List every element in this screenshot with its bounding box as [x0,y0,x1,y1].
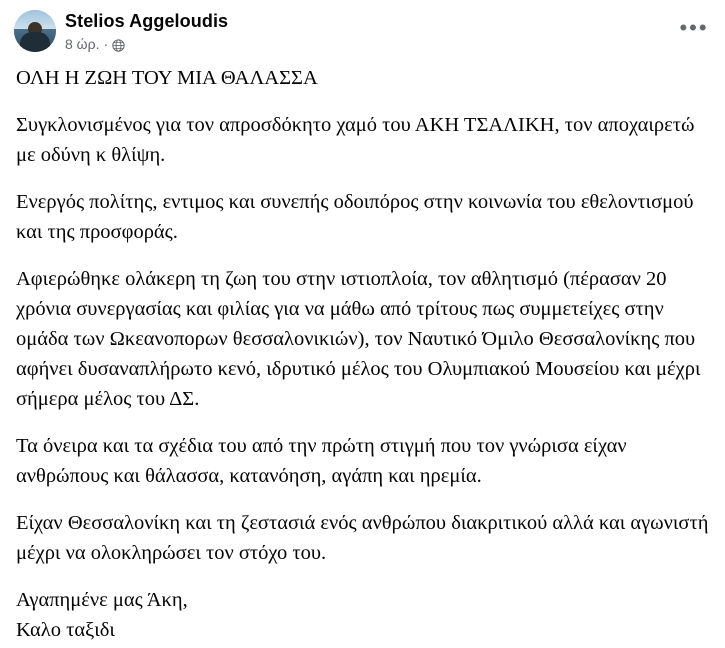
post-body [14,63,711,645]
post-meta-separator: · [103,36,109,52]
post-header-text [65,10,228,53]
post-paragraph-6: Αγαπημένε μας Άκη, [16,589,188,611]
post-paragraph-3: Αφιερώθηκε ολάκερη τη ζωη του στην ιστιοπλοία, τον αθλητισμό (πέρασαν 20 χρόνια συνεργασίας και φιλίας για να μάθω από τρίτους πως συμμετείχες στην ομάδα των Ωκεανοπορων θεσσαλονικιών), τον Ναυτικό Όμιλο Θεσσαλονίκης που αφήνει δυσαναπλήρωτο κενό, ιδρυτικό μέλος του Ολυμπιακού Μουσείου και μέχρι σήμερα μέλος του ΔΣ. [16,268,701,410]
post-meta [65,35,228,53]
post-paragraph-1: Συγκλονισμένος για τον απροσδόκητο χαμό του ΑΚΗ ΤΣΑΛΙΚΗ, τον αποχαιρετώ με οδύνη κ θλίψη. [16,114,695,166]
post-paragraph-4: Τα όνειρα και τα σχέδια του από την πρώτη στιγμή που τον γνώρισα είχαν ανθρώπους και θάλασσα, κατανόηση, αγάπη και ηρεμία. [16,435,627,487]
post-paragraph-2: Ενεργός πολίτης, εντιμος και συνεπής οδοιπόρος στην κοινωνία του εθελοντισμού και της προσφοράς. [16,191,694,243]
globe-icon[interactable] [112,38,125,51]
avatar[interactable] [14,10,56,52]
post-header [14,10,711,53]
post-paragraph-5: Είχαν Θεσσαλονίκη και τη ζεστασιά ενός ανθρώπου διακριτικού αλλά και αγωνιστή μέχρι να ολοκληρώσει τον στόχο του. [16,512,709,564]
post-options-menu-icon[interactable]: ••• [679,15,709,40]
post-paragraph-7: Καλο ταξιδι [16,619,115,641]
post-timestamp[interactable]: 8 ώρ. [65,36,100,52]
post-paragraph-title: ΟΛΗ Η ΖΩΗ ΤΟΥ ΜΙΑ ΘΑΛΑΣΣΑ [16,67,318,89]
avatar-body [20,32,50,52]
post-author-name[interactable]: Stelios Aggeloudis [65,11,229,31]
